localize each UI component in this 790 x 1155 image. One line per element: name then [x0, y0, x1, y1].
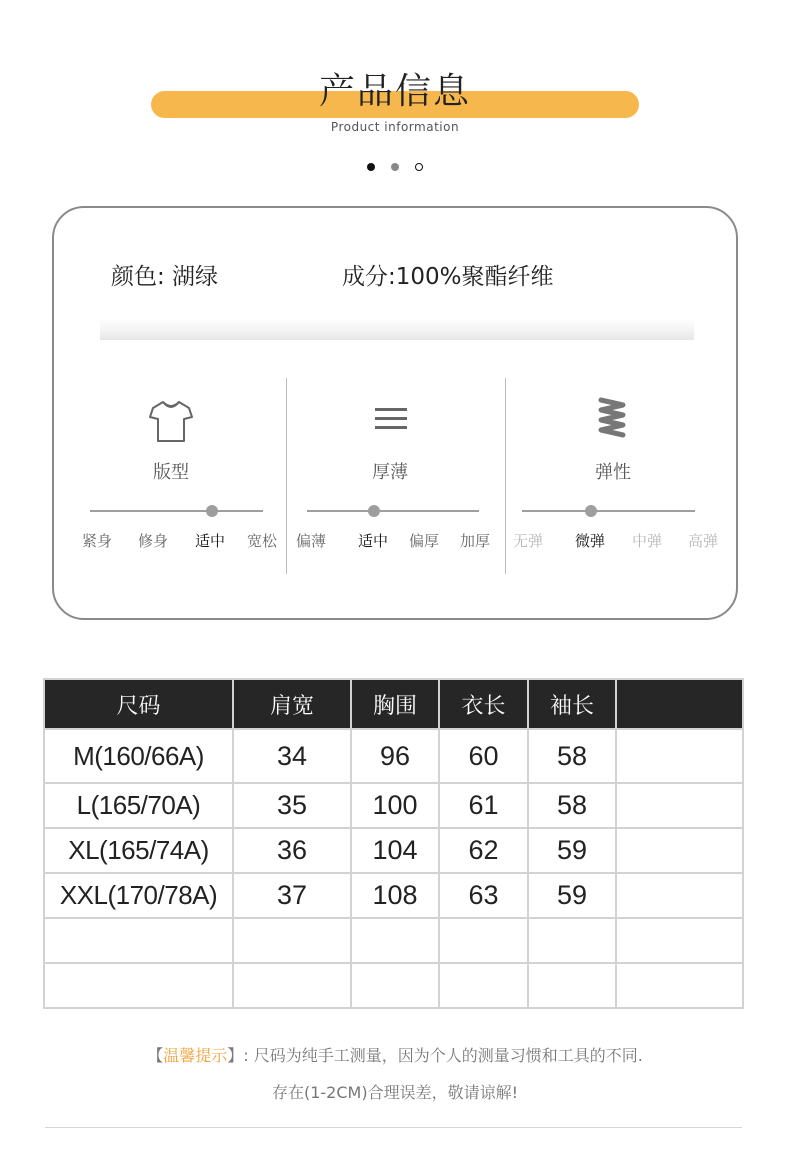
feature-label-thickness: 厚薄	[372, 462, 408, 483]
size-table-header-row	[44, 679, 743, 729]
size-chart-table	[43, 678, 744, 1009]
cell-value: 62	[439, 828, 528, 873]
dot-gray	[391, 163, 399, 171]
thickness-option: 偏厚	[409, 532, 440, 550]
cell-value: 59	[528, 828, 616, 873]
dot-filled	[367, 163, 375, 171]
table-row	[44, 963, 743, 1008]
header-length: 衣长	[439, 679, 528, 729]
cell-value	[616, 783, 743, 828]
cell-value	[439, 918, 528, 963]
measurement-note	[0, 1043, 790, 1066]
page-subtitle: Product information	[330, 120, 460, 134]
dot-outline	[415, 163, 423, 171]
cell-value	[528, 963, 616, 1008]
cell-value: 100	[351, 783, 439, 828]
cell-value: 59	[528, 873, 616, 918]
table-row	[44, 873, 743, 918]
cell-value	[616, 918, 743, 963]
cell-value	[616, 729, 743, 783]
elasticity-slider-track	[522, 510, 695, 512]
fit-option-selected: 适中	[195, 532, 226, 550]
header-shoulder: 肩宽	[233, 679, 351, 729]
cell-value: 58	[528, 729, 616, 783]
elasticity-option-selected: 微弹	[575, 532, 606, 550]
cell-value: 96	[351, 729, 439, 783]
composition-info: 成分:100%聚酯纤维	[342, 264, 554, 290]
cell-size: XL(165/74A)	[44, 828, 233, 873]
column-divider	[286, 378, 287, 574]
cell-value: 61	[439, 783, 528, 828]
thickness-option-selected: 适中	[358, 532, 389, 550]
footer-divider	[45, 1127, 742, 1128]
table-row	[44, 729, 743, 783]
tip-bracket-close: 】:	[227, 1046, 249, 1065]
color-info: 颜色: 湖绿	[111, 264, 219, 290]
elasticity-option: 高弹	[688, 532, 719, 550]
cell-value	[439, 963, 528, 1008]
note-line-1: 尺码为纯手工测量，因为个人的测量习惯和工具的不同.	[248, 1046, 643, 1065]
fit-option: 宽松	[247, 532, 278, 550]
cell-size: L(165/70A)	[44, 783, 233, 828]
cell-value: 58	[528, 783, 616, 828]
thickness-slider-track	[307, 510, 479, 512]
feature-label-elasticity: 弹性	[595, 462, 631, 483]
header-size: 尺码	[44, 679, 233, 729]
page-title: 产品信息	[318, 71, 471, 112]
elasticity-option: 中弹	[632, 532, 663, 550]
cell-value: 37	[233, 873, 351, 918]
divider-shadow	[100, 318, 694, 340]
column-divider	[505, 378, 506, 574]
cell-value	[351, 918, 439, 963]
note-line-2: 存在(1-2CM)合理误差，敬请谅解!	[271, 1083, 518, 1102]
tip-label: 温馨提示	[163, 1046, 228, 1065]
cell-value	[616, 963, 743, 1008]
header-chest: 胸围	[351, 679, 439, 729]
cell-size: M(160/66A)	[44, 729, 233, 783]
spring-icon	[597, 396, 629, 442]
cell-value	[233, 963, 351, 1008]
thickness-option: 偏薄	[296, 532, 327, 550]
cell-value: 60	[439, 729, 528, 783]
pagination-dots	[0, 163, 790, 171]
cell-value: 36	[233, 828, 351, 873]
cell-value: 34	[233, 729, 351, 783]
thickness-option: 加厚	[460, 532, 491, 550]
cell-value	[616, 873, 743, 918]
table-row	[44, 918, 743, 963]
elasticity-slider-knob	[585, 505, 597, 517]
cell-value: 63	[439, 873, 528, 918]
table-row	[44, 783, 743, 828]
header-sleeve: 袖长	[528, 679, 616, 729]
thickness-icon	[372, 404, 410, 436]
fit-slider-knob	[206, 505, 218, 517]
cell-value: 104	[351, 828, 439, 873]
cell-value	[528, 918, 616, 963]
cell-value	[351, 963, 439, 1008]
elasticity-option: 无弹	[513, 532, 544, 550]
cell-size: XXL(170/78A)	[44, 873, 233, 918]
tip-bracket-open: 【	[147, 1046, 164, 1065]
tshirt-icon	[148, 398, 194, 444]
header-empty	[616, 679, 743, 729]
cell-value	[233, 918, 351, 963]
feature-label-fit: 版型	[153, 462, 189, 483]
cell-size	[44, 918, 233, 963]
fit-option: 修身	[138, 532, 169, 550]
cell-size	[44, 963, 233, 1008]
thickness-slider-knob	[368, 505, 380, 517]
fit-slider-track	[90, 510, 263, 512]
cell-value: 35	[233, 783, 351, 828]
fit-option: 紧身	[82, 532, 113, 550]
table-row	[44, 828, 743, 873]
cell-value	[616, 828, 743, 873]
cell-value: 108	[351, 873, 439, 918]
